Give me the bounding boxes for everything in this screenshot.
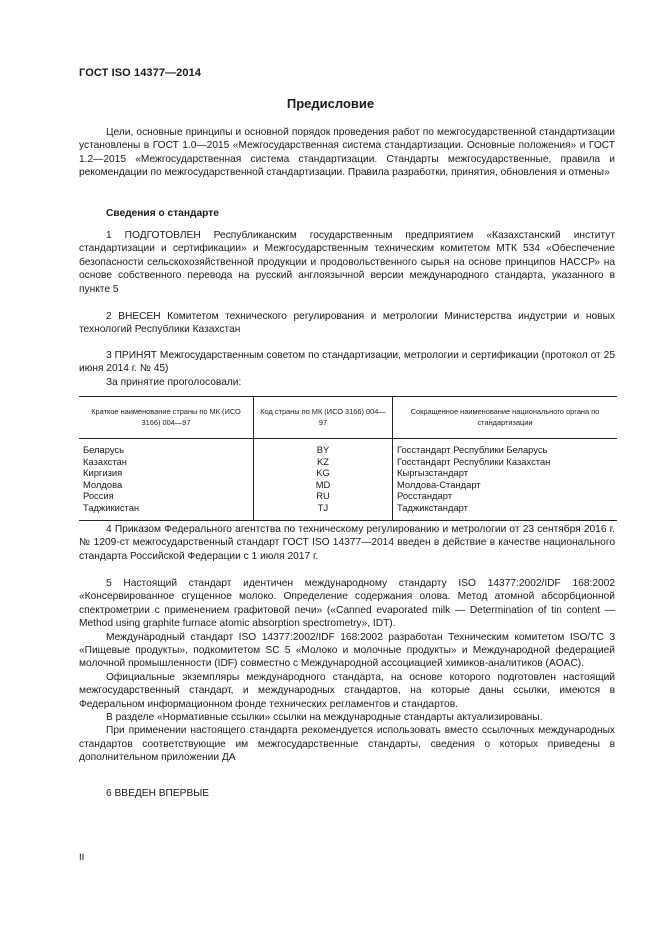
item-4-section	[79, 523, 615, 563]
table-row	[79, 467, 617, 479]
cell-country: Беларусь	[83, 444, 125, 455]
table-row	[79, 502, 617, 520]
voted-label: За принятие проголосовали:	[106, 376, 242, 388]
item-5-paragraph: 5 Настоящий стандарт идентичен международному стандарту ISO 14377:2002/IDF 168:2002 «Консервированное сгущенное молоко. Определение содержания олова. Метод атомной абсорбционной спектрометрии с применением графитовой печи» («Canned evaporated milk — Determination of tin content — Method using graphite furnace atomic absorption spectrometry», IDT).	[79, 578, 615, 630]
cell-country: Киргизия	[83, 467, 123, 479]
intro-paragraph: Цели, основные принципы и основной порядок проведения работ по межгосударственной стандартизации установлены в ГОСТ 1.0—2015 «Межгосударственная система стандартизации. Основные положения» и ГОСТ 1.2—2015 «Межгосударственная система стандартизации. Стандарты межгосударственные, правила и рекомендации по межгосударственной стандартизации. Правила разработки, принятия, обновления и отмены»	[79, 127, 615, 179]
item-5-paragraph-5: При применении настоящего стандарта рекомендуется использовать вместо ссылочных международных стандартов соответствующие им межгосударственные стандарты, сведения о которых приведены в дополнительном приложении ДА	[79, 725, 615, 764]
page-number: II	[79, 852, 85, 863]
cell-body: Таджикстандарт	[393, 502, 618, 520]
cell-body: Кыргызстандарт	[393, 467, 618, 479]
cell-code: BY	[254, 439, 393, 456]
cell-body: Госстандарт Республики Беларусь	[393, 439, 618, 456]
table-header-row	[79, 397, 617, 439]
table-row	[79, 439, 617, 456]
item-4-paragraph: 4 Приказом Федерального агентства по техническому регулированию и метрологии от 23 сентября 2016 г. № 1209-ст межгосударственный стандарт ГОСТ ISO 14377—2014 введен в действие в качестве национального стандарта Российской Федерации с 1 июля 2017 г.	[79, 524, 615, 562]
page-title: Предисловие	[286, 96, 375, 111]
item-3-section	[79, 349, 615, 389]
cell-code: MD	[254, 479, 393, 491]
cell-country: Казахстан	[83, 455, 127, 467]
header-country-name: Краткое наименование страны по МК (ИСО 3166) 004—97	[79, 397, 254, 439]
item-6-paragraph: 6 ВВЕДЕН ВПЕРВЫЕ	[106, 788, 210, 799]
cell-body: Росстандарт	[393, 490, 618, 502]
item-2-paragraph: 2 ВНЕСЕН Комитетом технического регулирования и метрологии Министерства индустрии и новых технологий Республики Казахстан	[79, 311, 615, 336]
cell-code: KZ	[254, 456, 393, 468]
header-country-code: Код страны по МК (ИСО 3166) 004—97	[254, 397, 393, 439]
cell-body: Госстандарт Республики Казахстан	[393, 456, 618, 468]
cell-country: Россия	[83, 490, 114, 502]
item-2-section	[79, 310, 615, 337]
table-row	[79, 490, 617, 502]
item-5-paragraph-4: В разделе «Нормативные ссылки» ссылки на международные стандарты актуализированы.	[106, 712, 543, 724]
header-standards-body: Сокращенное наименование национального органа по стандартизации	[393, 397, 618, 439]
cell-code: TJ	[254, 502, 393, 520]
info-section-heading	[79, 207, 615, 220]
item-1-paragraph: 1 ПОДГОТОВЛЕН Республиканским государственным предприятием «Казахстанский институт стандартизации и сертификации» и Межгосударственным техническим комитетом МТК 534 «Обеспечение безопасности сельскохозяйственной продукции и продовольственного сырья на основе принципов НАССР» на основе собственного перевода на русский англоязычной версии международного стандарта, указанного в пункте 5	[79, 230, 615, 295]
cell-body: Молдова-Стандарт	[393, 479, 618, 491]
item-1-section	[79, 229, 615, 296]
intro-section	[79, 126, 615, 180]
standard-header: ГОСТ ISO 14377—2014	[79, 67, 202, 79]
item-3-paragraph: 3 ПРИНЯТ Межгосударственным советом по стандартизации, метрологии и сертификации (протокол от 25 июня 2014 г. № 45)	[79, 350, 615, 375]
cell-country: Молдова	[83, 478, 123, 490]
item-5-paragraph-3: Официальные экземпляры международного стандарта, на основе которого подготовлен настоящий межгосударственный стандарт, и международных стандартов, на которые даны ссылки, имеются в Федеральном информационном фонде технических регламентов и стандартов.	[79, 671, 615, 710]
info-heading-text: Сведения о стандарте	[106, 208, 219, 219]
voting-table	[79, 396, 617, 521]
cell-country: Таджикистан	[79, 502, 254, 520]
cell-code: KG	[254, 467, 393, 479]
table-row	[79, 456, 617, 468]
item-5-paragraph-2: Международный стандарт ISO 14377:2002/IDF 168:2002 разработан Техническим комитетом ISO/TC 3 «Пищевые продукты», подкомитетом SC 5 «Молоко и молочные продукты» и Международной федерацией молочной промышленности (IDF) совместно с Международной ассоциацией химиков-аналитиков (AOAC).	[79, 631, 615, 670]
item-6-section	[79, 787, 615, 800]
table-row	[79, 479, 617, 491]
cell-code: RU	[254, 490, 393, 502]
item-5-section	[79, 577, 615, 765]
